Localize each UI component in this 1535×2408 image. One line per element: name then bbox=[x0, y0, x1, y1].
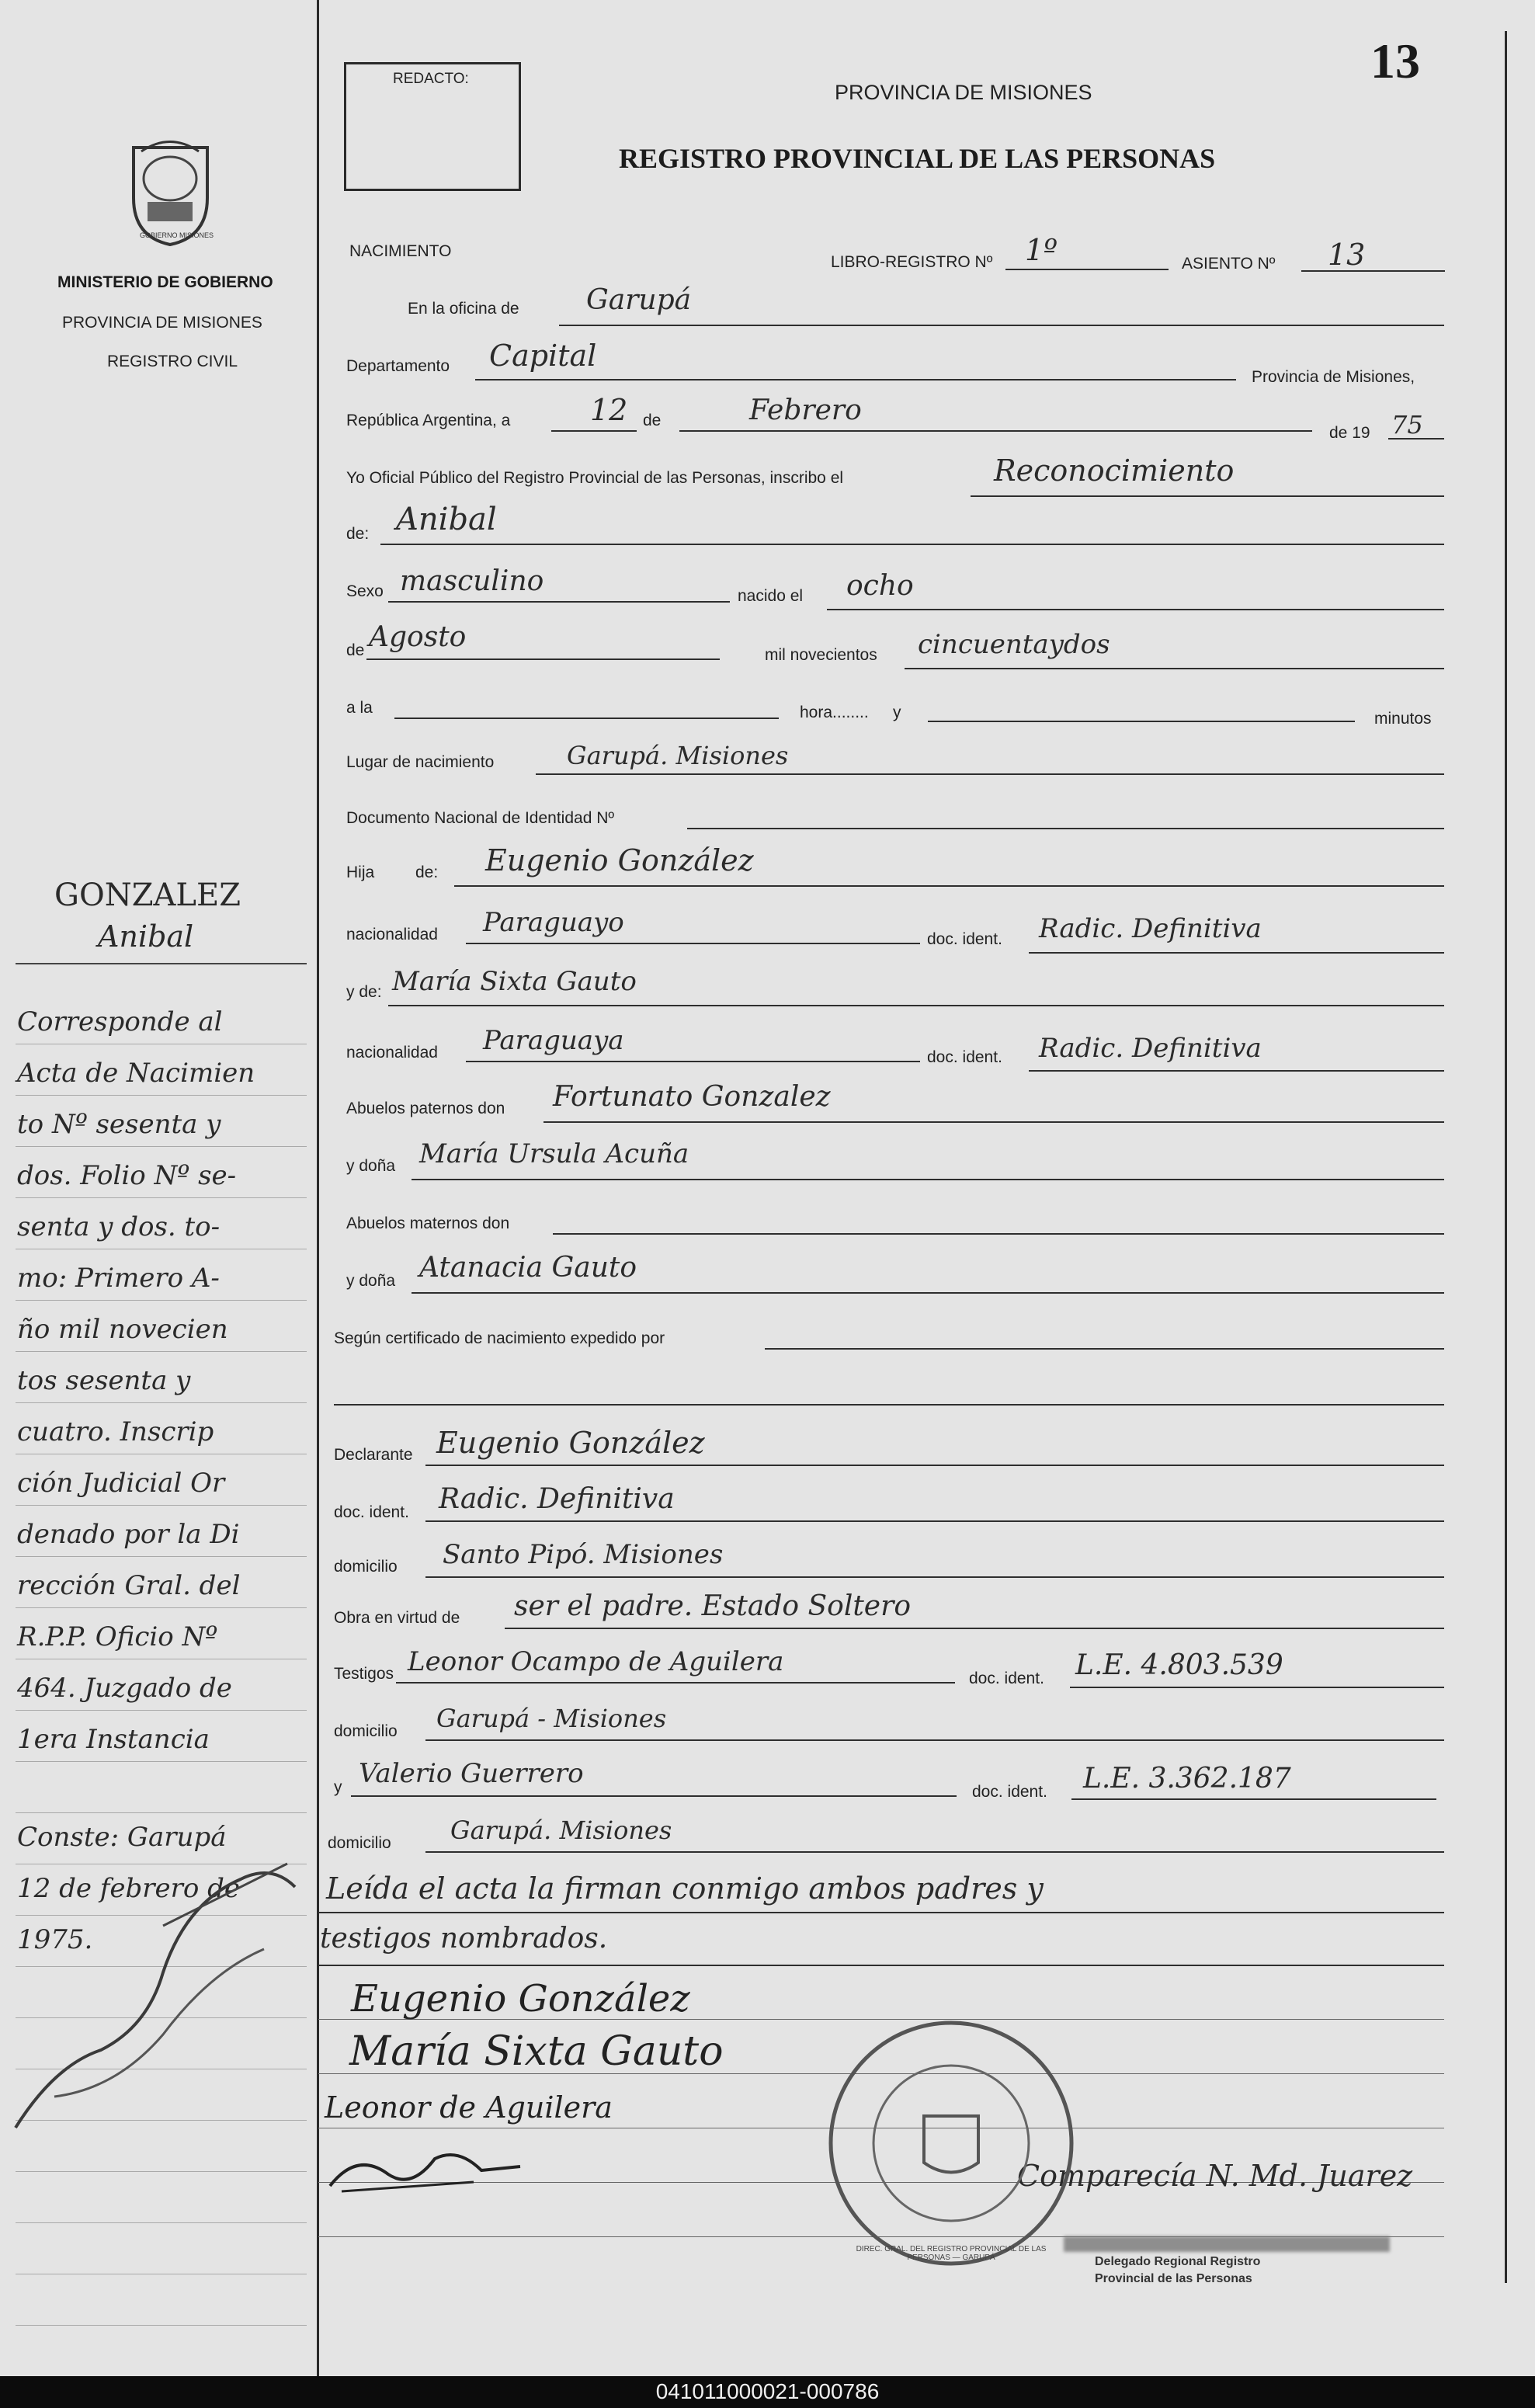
province-header: PROVINCIA DE MISIONES bbox=[835, 81, 1092, 104]
margin-signature-scribble bbox=[8, 1833, 318, 2147]
margin-note-line: rección Gral. del bbox=[17, 1570, 241, 1601]
seal-caption: GOBIERNO MISIONES bbox=[140, 231, 214, 239]
mil-value: cincuentaydos bbox=[918, 629, 1110, 660]
minutos-label: minutos bbox=[1374, 710, 1432, 728]
redacto-label: REDACTO: bbox=[393, 71, 469, 87]
nacido-label: nacido el bbox=[738, 587, 804, 605]
anio-label: de 19 bbox=[1329, 424, 1370, 442]
registry-title: REGISTRO PROVINCIAL DE LAS PERSONAS bbox=[619, 143, 1216, 174]
nac-padre-value: Paraguayo bbox=[483, 907, 624, 938]
margin-note-line: ción Judicial Or bbox=[17, 1468, 225, 1499]
margin-conste-line: 12 de febrero de bbox=[17, 1873, 241, 1904]
testigo2-doc: L.E. 3.362.187 bbox=[1083, 1763, 1291, 1795]
certificado-label: Según certificado de nacimiento expedido por bbox=[334, 1329, 665, 1347]
testigo1-value: Leonor Ocampo de Aguilera bbox=[408, 1646, 784, 1677]
margin-note-line: Acta de Nacimien bbox=[17, 1058, 255, 1089]
domicilio-label-1: domicilio bbox=[334, 1558, 398, 1576]
footer-id: 041011000021-000786 bbox=[655, 2379, 880, 2403]
margin-rule-line bbox=[16, 2222, 307, 2223]
abuela-pat-value: María Ursula Acuña bbox=[419, 1138, 689, 1169]
ministry-label: MINISTERIO DE GOBIERNO bbox=[57, 273, 273, 291]
doc-madre-value: Radic. Definitiva bbox=[1039, 1033, 1262, 1064]
signature-mother: María Sixta Gauto bbox=[349, 2028, 724, 2075]
stamp-line-2: Delegado Regional Registro bbox=[1095, 2255, 1261, 2268]
sexo-value: masculino bbox=[400, 565, 544, 597]
testigo2-dom: Garupá. Misiones bbox=[450, 1816, 672, 1845]
madre-value: María Sixta Gauto bbox=[392, 966, 637, 997]
margin-rule-line bbox=[16, 1556, 307, 1557]
y-de-label: y de: bbox=[346, 983, 382, 1001]
y-testigo-label: y bbox=[334, 1778, 342, 1796]
province-label-small: PROVINCIA DE MISIONES bbox=[62, 314, 262, 332]
margin-rule-line bbox=[16, 2171, 307, 2172]
margin-note-line: mo: Primero A- bbox=[17, 1263, 220, 1294]
margin-note-line: to Nº sesenta y bbox=[17, 1109, 221, 1140]
provincia-suffix: Provincia de Misiones, bbox=[1252, 368, 1415, 386]
margin-rule-line bbox=[16, 1402, 307, 1403]
asiento-label: ASIENTO Nº bbox=[1182, 255, 1276, 273]
y-label: y bbox=[893, 704, 901, 721]
margin-note-line: Corresponde al bbox=[17, 1006, 223, 1037]
doc-label-2: doc. ident. bbox=[927, 1048, 1002, 1066]
doc-label-1: doc. ident. bbox=[927, 930, 1002, 948]
republica-label: República Argentina, a bbox=[346, 412, 511, 429]
de-padre-label: de: bbox=[415, 863, 439, 881]
oficina-label: En la oficina de bbox=[408, 300, 519, 318]
margin-conste-line: 1975. bbox=[17, 1924, 93, 1955]
a-la-label: a la bbox=[346, 699, 373, 717]
margin-note-line: denado por la Di bbox=[17, 1519, 240, 1550]
margin-note-line: ño mil novecien bbox=[17, 1314, 228, 1345]
margin-rule-line bbox=[16, 1710, 307, 1711]
testigo1-doc: L.E. 4.803.539 bbox=[1075, 1649, 1283, 1681]
margin-name: Anibal bbox=[98, 919, 194, 954]
margin-rule-line bbox=[16, 1505, 307, 1506]
abuelo-pat-value: Fortunato Gonzalez bbox=[553, 1081, 831, 1113]
abuelos-mat-label: Abuelos maternos don bbox=[346, 1214, 510, 1232]
doc-type-label: NACIMIENTO bbox=[349, 242, 452, 260]
margin-rule-line bbox=[16, 1146, 307, 1147]
mes-value: Febrero bbox=[749, 394, 862, 426]
margin-note-line: tos sesenta y bbox=[17, 1365, 191, 1396]
closing-line-1: Leída el acta la firman conmigo ambos padres y bbox=[326, 1871, 1044, 1906]
mil-label: mil novecientos bbox=[765, 646, 877, 664]
nac-madre-value: Paraguaya bbox=[483, 1025, 624, 1056]
signature-scribble bbox=[326, 2143, 528, 2201]
de-nombre-label: de: bbox=[346, 525, 370, 543]
round-seal-text: DIREC. GRAL. DEL REGISTRO PROVINCIAL DE LAS PERSONAS — GARUPÁ bbox=[856, 2245, 1047, 2262]
margin-surname: GONZALEZ bbox=[54, 877, 241, 913]
obra-label: Obra en virtud de bbox=[334, 1609, 460, 1627]
domicilio-label-3: domicilio bbox=[328, 1834, 391, 1852]
abuelos-pat-label: Abuelos paternos don bbox=[346, 1100, 505, 1117]
margin-rule-line bbox=[16, 1812, 307, 1813]
civil-registry-label: REGISTRO CIVIL bbox=[107, 353, 238, 370]
margin-rule-line bbox=[16, 1300, 307, 1301]
de-label: de bbox=[643, 412, 662, 429]
margin-note-line: senta y dos. to- bbox=[17, 1211, 221, 1242]
margin-rule-line bbox=[16, 2325, 307, 2326]
hora-label: hora........ bbox=[800, 704, 869, 721]
mes-nac-value: Agosto bbox=[369, 621, 467, 653]
oficial-label: Yo Oficial Público del Registro Provincial de las Personas, inscribo el bbox=[346, 469, 844, 487]
declarante-label: Declarante bbox=[334, 1446, 413, 1464]
lugar-label: Lugar de nacimiento bbox=[346, 753, 495, 771]
dona-label-1: y doña bbox=[346, 1157, 396, 1175]
closing-line-2: testigos nombrados. bbox=[320, 1923, 608, 1955]
domicilio-label-2: domicilio bbox=[334, 1722, 398, 1740]
nombre-value: Anibal bbox=[396, 502, 497, 537]
margin-note-line: 464. Juzgado de bbox=[17, 1673, 232, 1704]
dia-value: 12 bbox=[590, 393, 628, 427]
footer-bar bbox=[0, 2376, 1535, 2408]
margin-rule-line bbox=[16, 1197, 307, 1198]
margin-rule-line bbox=[16, 1095, 307, 1096]
doc-label-4: doc. ident. bbox=[969, 1670, 1044, 1687]
doc-label-5: doc. ident. bbox=[972, 1783, 1047, 1801]
nacido-value: ocho bbox=[846, 570, 914, 602]
margin-note-line: cuatro. Inscrip bbox=[17, 1416, 214, 1447]
margin-rule-line bbox=[16, 1761, 307, 1762]
nac-label-1: nacionalidad bbox=[346, 926, 438, 943]
oficial-value: Reconocimiento bbox=[994, 453, 1235, 488]
lugar-value: Garupá. Misiones bbox=[567, 741, 789, 770]
departamento-label: Departamento bbox=[346, 357, 450, 375]
testigos-label: Testigos bbox=[334, 1665, 394, 1683]
declarante-value: Eugenio González bbox=[436, 1426, 705, 1460]
signature-witness: Leonor de Aguilera bbox=[325, 2090, 613, 2125]
margin-note-line: R.P.P. Oficio Nº bbox=[17, 1621, 218, 1652]
testigo1-dom: Garupá - Misiones bbox=[436, 1704, 667, 1733]
margin-rule-line bbox=[16, 1351, 307, 1352]
stamp-line-3: Provincial de las Personas bbox=[1095, 2272, 1252, 2285]
oficina-value: Garupá bbox=[586, 284, 692, 316]
signature-father: Eugenio González bbox=[351, 1977, 690, 2021]
de-mes-label: de bbox=[346, 641, 365, 659]
anio-value: 75 bbox=[1391, 410, 1423, 440]
padre-value: Eugenio González bbox=[485, 843, 754, 877]
redacto-box bbox=[344, 62, 521, 191]
dni-label: Documento Nacional de Identidad Nº bbox=[346, 809, 615, 827]
abuela-mat-value: Atanacia Gauto bbox=[419, 1252, 637, 1284]
nac-label-2: nacionalidad bbox=[346, 1044, 438, 1062]
sexo-label: Sexo bbox=[346, 582, 384, 600]
margin-name-underline bbox=[16, 963, 307, 964]
margin-conste-line: Conste: Garupá bbox=[17, 1822, 227, 1853]
doc-label-3: doc. ident. bbox=[334, 1503, 409, 1521]
libro-label: LIBRO-REGISTRO Nº bbox=[831, 253, 993, 271]
doc-padre-value: Radic. Definitiva bbox=[1039, 913, 1262, 944]
doc-declarante-value: Radic. Definitiva bbox=[439, 1483, 675, 1515]
libro-value: 1º bbox=[1025, 233, 1058, 267]
obra-value: ser el padre. Estado Soltero bbox=[514, 1590, 911, 1622]
domicilio-decl-value: Santo Pipó. Misiones bbox=[443, 1539, 724, 1570]
official-stamp bbox=[1064, 2236, 1390, 2291]
coat-of-arms-seal bbox=[118, 132, 223, 248]
dona-label-2: y doña bbox=[346, 1272, 396, 1290]
asiento-value: 13 bbox=[1328, 238, 1366, 272]
margin-note-line: dos. Folio Nº se- bbox=[17, 1160, 237, 1191]
hija-label: Hija bbox=[346, 863, 375, 881]
departamento-value: Capital bbox=[489, 339, 597, 373]
right-border bbox=[1505, 31, 1507, 2283]
registry-round-seal bbox=[823, 2015, 1079, 2271]
margin-rule-line bbox=[16, 1607, 307, 1608]
testigo2-value: Valerio Guerrero bbox=[359, 1758, 584, 1789]
signature-official: Comparecía N. Md. Juarez bbox=[1017, 2159, 1413, 2193]
page-number: 13 bbox=[1370, 33, 1420, 89]
margin-note-line: 1era Instancia bbox=[17, 1724, 210, 1755]
